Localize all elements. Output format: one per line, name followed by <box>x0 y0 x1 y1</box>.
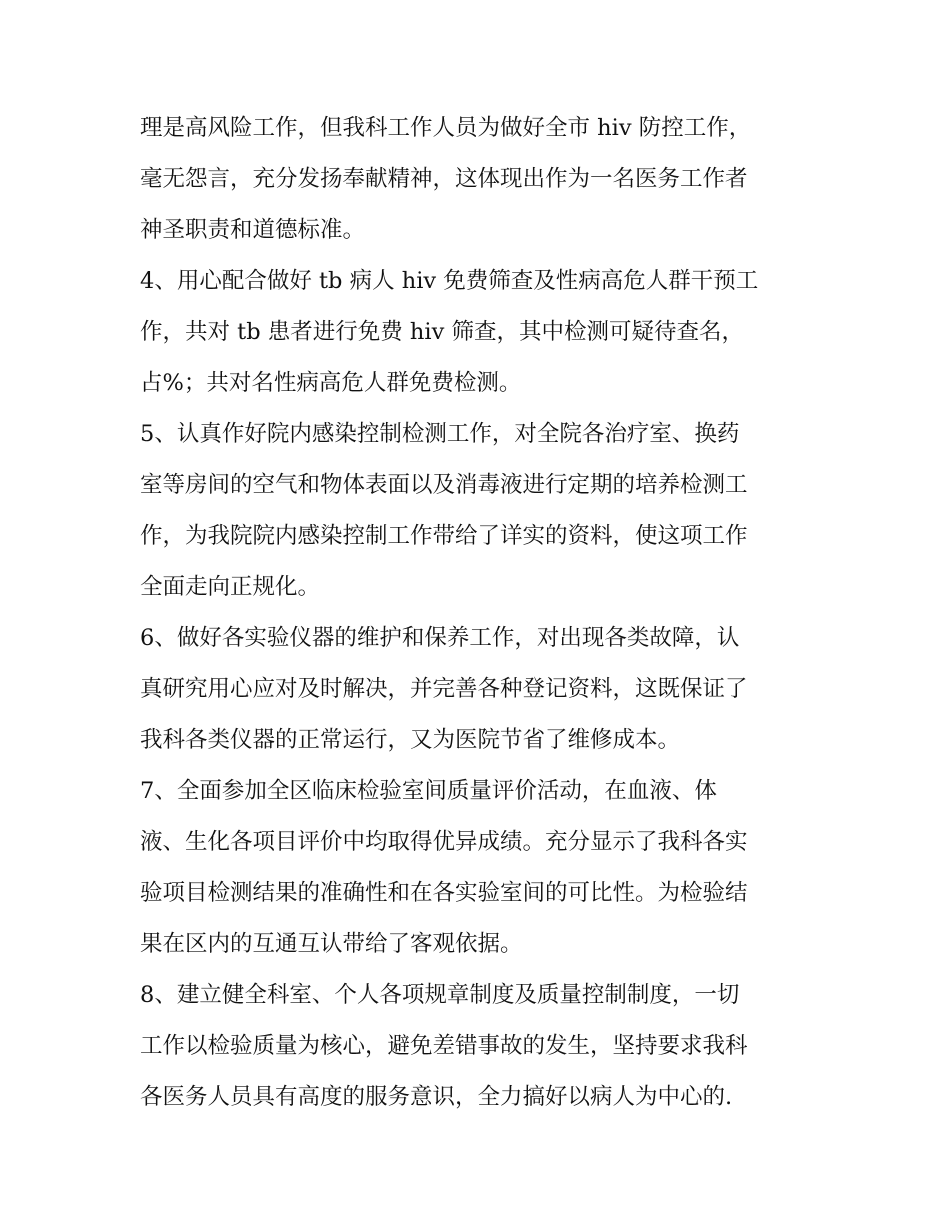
text-line: 占%；共对名性病高危人群免费检测。 <box>140 370 522 396</box>
document-body <box>140 103 820 1123</box>
text-line: 7、全面参加全区临床检验室间质量评价活动，在血液、体 <box>140 778 717 804</box>
text-line: 真研究用心应对及时解决，并完善各种登记资料，这既保证了 <box>140 676 748 702</box>
text-line: 工作以检验质量为核心，避免差错事故的发生，坚持要求我科 <box>140 1033 748 1059</box>
text-line: 我科各类仪器的正常运行，又为医院节省了维修成本。 <box>140 727 681 753</box>
text-line: 验项目检测结果的准确性和在各实验室间的可比性。为检验结 <box>140 880 748 906</box>
text-line: 6、做好各实验仪器的维护和保养工作，对出现各类故障，认 <box>140 625 740 651</box>
text-line: 各医务人员具有高度的服务意识，全力搞好以病人为中心的. <box>140 1084 733 1110</box>
text-line: 4、用心配合做好 tb 病人 hiv 免费筛查及性病高危人群干预工 <box>140 268 759 294</box>
text-line: 8、建立健全科室、个人各项规章制度及质量控制制度，一切 <box>140 982 740 1008</box>
text-line: 5、认真作好院内感染控制检测工作，对全院各治疗室、换药 <box>140 421 740 447</box>
text-line: 全面走向正规化。 <box>140 574 321 600</box>
text-line: 果在区内的互通互认带给了客观依据。 <box>140 931 523 957</box>
text-line: 液、生化各项目评价中均取得优异成绩。充分显示了我科各实 <box>140 829 748 855</box>
text-line: 室等房间的空气和物体表面以及消毒液进行定期的培养检测工 <box>140 472 748 498</box>
text-line: 理是高风险工作，但我科工作人员为做好全市 hiv 防控工作， <box>140 115 752 141</box>
text-line: 作，为我院院内感染控制工作带给了详实的资料，使这项工作 <box>140 523 748 549</box>
text-line: 神圣职责和道德标准。 <box>140 217 366 243</box>
text-line: 作，共对 tb 患者进行免费 hiv 筛查，其中检测可疑待查名， <box>140 319 744 345</box>
text-line: 毫无怨言，充分发扬奉献精神，这体现出作为一名医务工作者 <box>140 166 748 192</box>
